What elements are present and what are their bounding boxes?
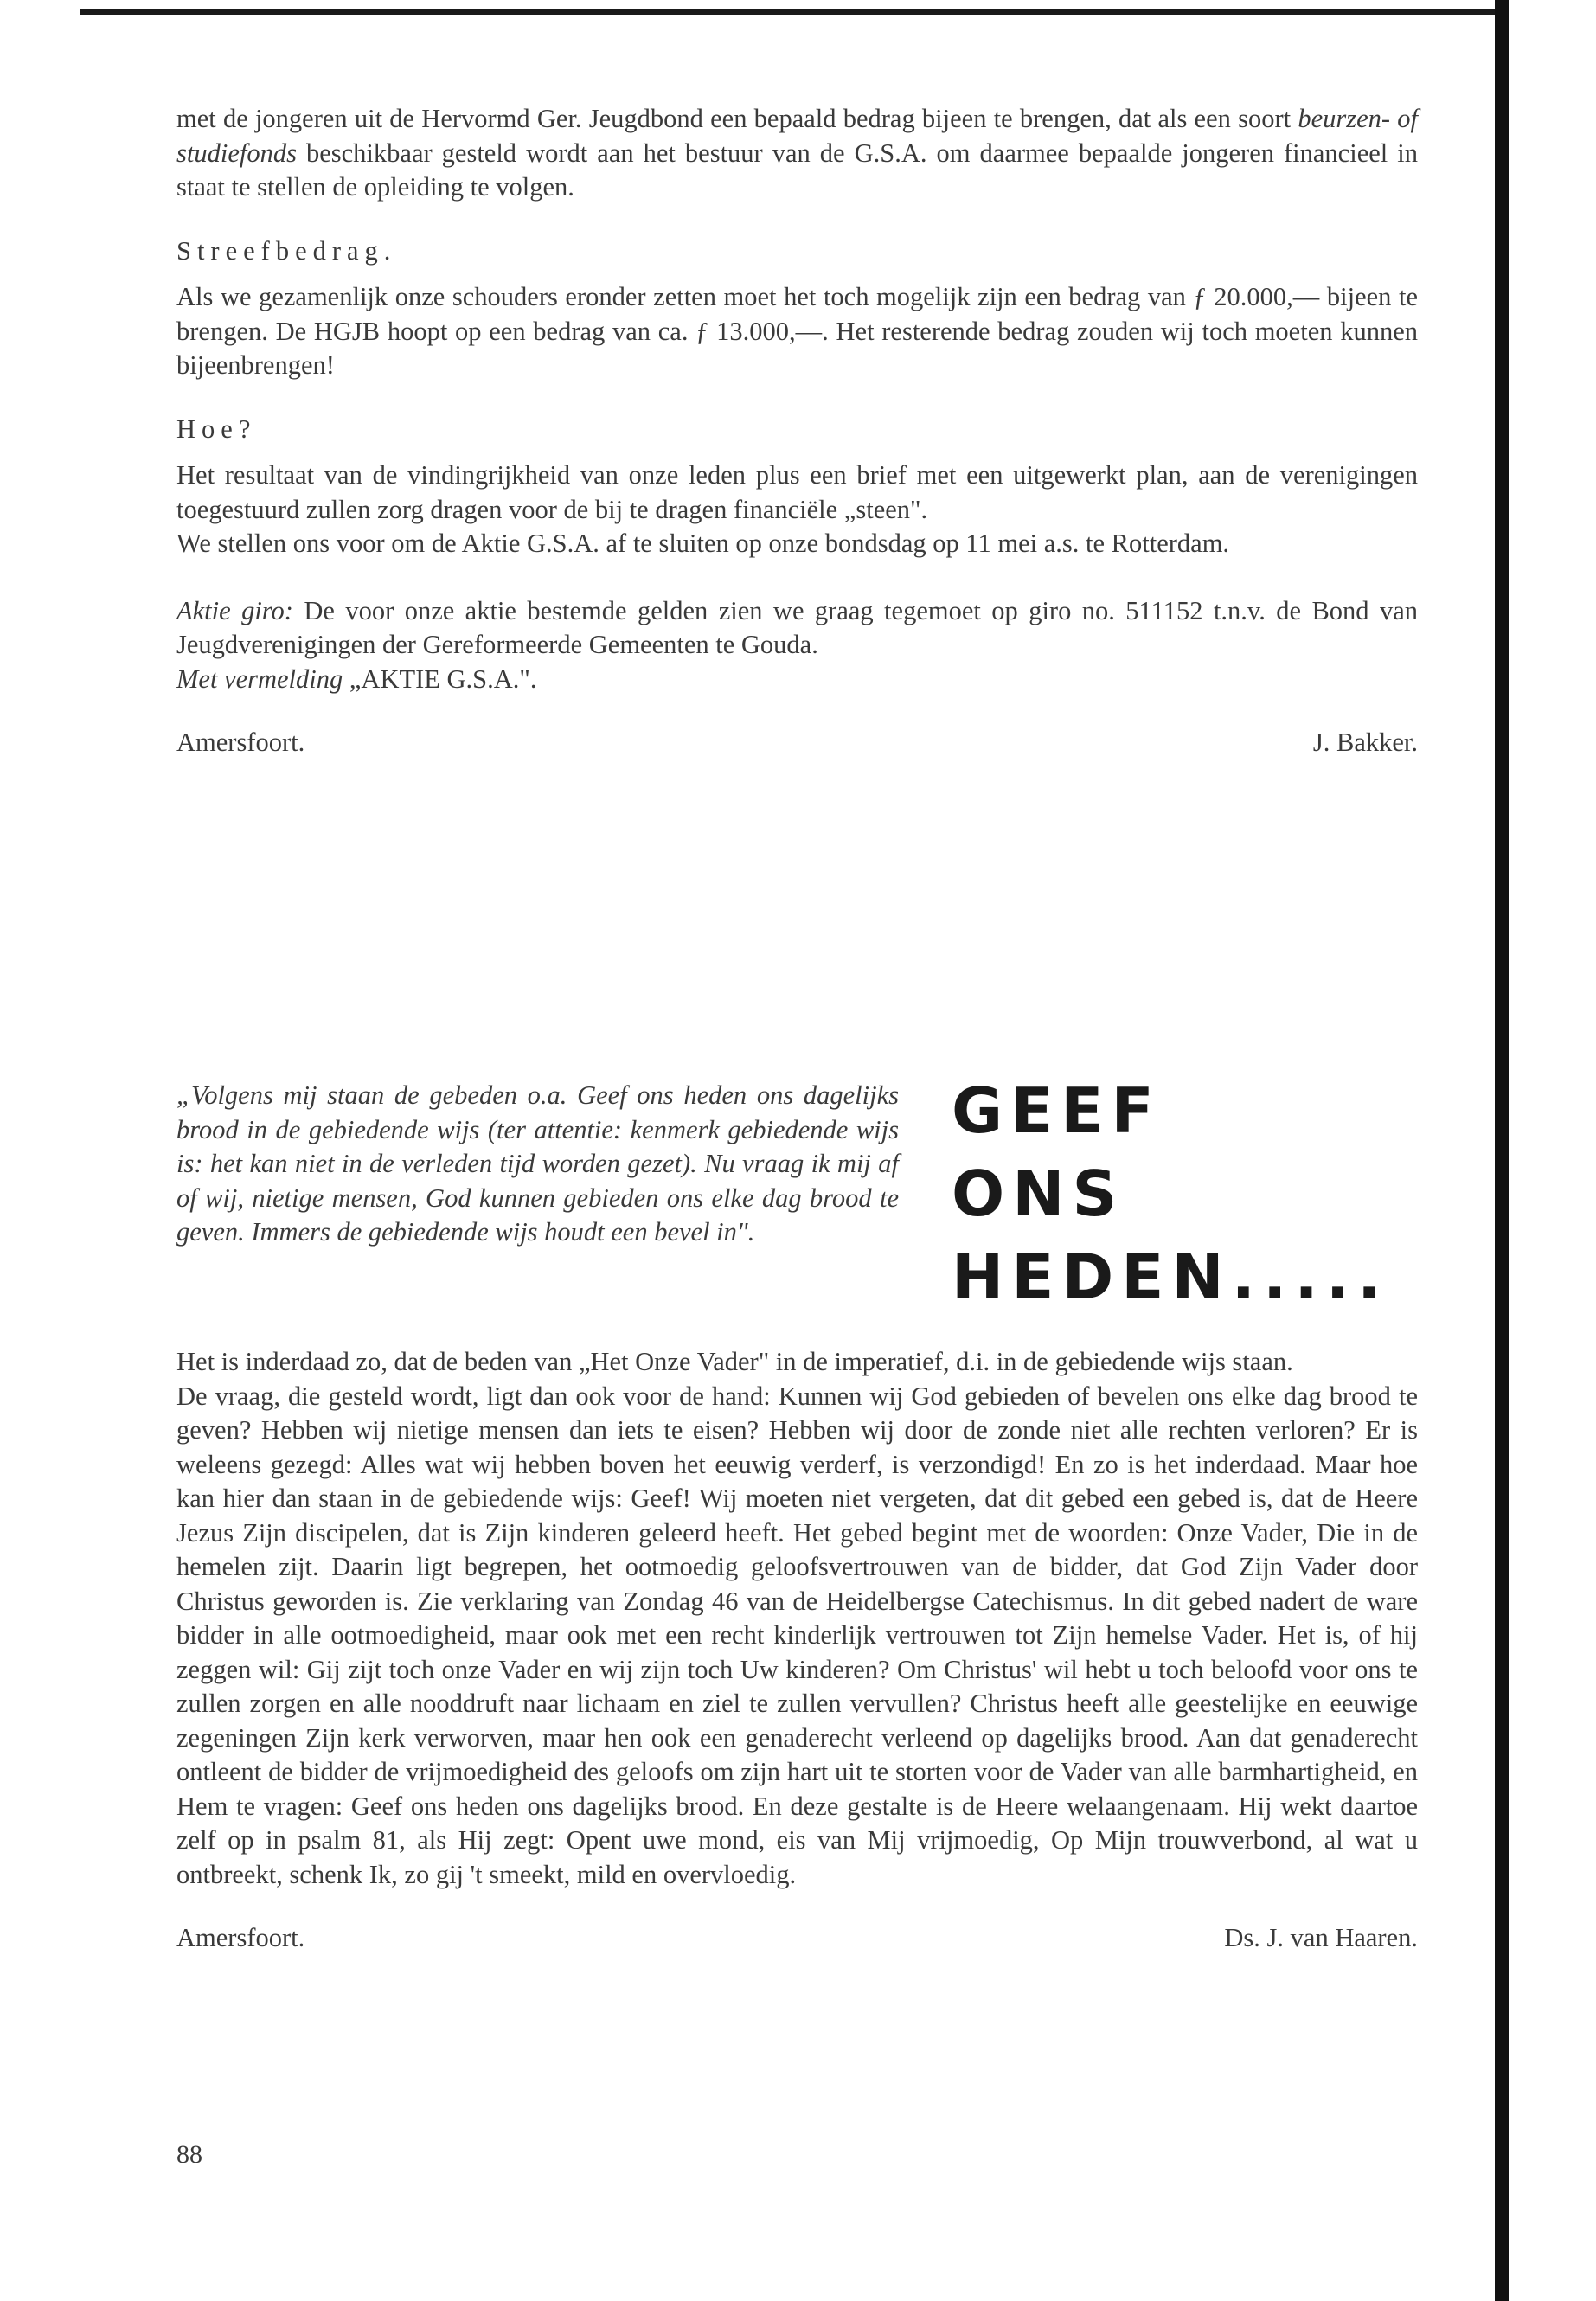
signature-place: Amersfoort. [176,1923,305,1952]
streefbedrag-paragraph: Als we gezamenlijk onze schouders eronder zetten moet het toch mogelijk zijn een bedrag van ƒ 20.000,— bijeen te brengen. De HGJB hoopt op een bedrag van ca. ƒ 13.000,—. Het resterende bedrag zouden wij toch moeten kunnen bijeenbrengen! [176,282,1418,380]
heading-streefbedrag: Streefbedrag. [176,235,397,266]
section-onze-vader [176,1345,1418,1956]
intro-emphasis: beurzen- of studiefonds [176,104,1418,168]
hoe-paragraph-2: We stellen ons voor om de Aktie G.S.A. af te sluiten op onze bondsdag op 11 mei a.s. te Rotterdam. [176,529,1230,558]
intro-paragraph: met de jongeren uit de Hervormd Ger. Jeugdbond een bepaald bedrag bijeen te brengen, dat als een soort beurzen- of studiefonds beschikbaar gesteld wordt aan het bestuur van de G.S.A. om daarmee bepaalde jongeren financieel in staat te stellen de opleiding te volgen. [176,104,1418,202]
heading-hoe: Hoe? [176,413,257,444]
giro-label: Aktie giro: [176,595,293,625]
top-rule [80,9,1498,15]
headline-line-3: HEDEN..... [952,1240,1389,1313]
article-paragraph-1: Het is inderdaad zo, dat de beden van „Het Onze Vader" in de imperatief, d.i. in de gebiedende wijs staan. [176,1347,1293,1376]
article-paragraph-2: De vraag, die gesteld wordt, ligt dan ook voor de hand: Kunnen wij God gebieden of bevelen ons elke dag brood te geven? Hebben wij nietige mensen dan iets te eisen? Hebben wij door de zonde niet alle rechten verloren? Er is weleens gezegd: Alles wat wij hebben boven het eeuwig verderf, is verzondigd! En zo is het inderdaad. Maar hoe kan hier dan staan in de gebiedende wijs: Geef! Wij moeten niet vergeten, dat dit gebed een gebed is, dat de Heere Jezus Zijn discipelen, dat is Zijn kinderen geleerd heeft. Het gebed begint met de woorden: Onze Vader, Die in de hemelen zijt. Daarin ligt begrepen, het ootmoedig geloofsvertrouwen van de bidder, dat God Zijn Vader door Christus geworden is. Zie verklaring van Zondag 46 van de Heidelbergse Catechismus. In dit gebed nadert de ware bidder in alle ootmoedigheid, maar ook met een recht kinderlijk vertrouwen tot Zijn hemelse Vader. Het is, of hij zeggen wil: Gij zijt toch onze Vader en wij zijn toch Uw kinderen? Om Christus' wil hebt u toch beloofd voor ons te zullen zorgen en alle nooddruft naar lichaam en ziel te zullen vervullen? Christus heeft alle geestelijke en eeuwige zegeningen Zijn kerk verworven, maar hen ook een genaderecht verleend op dagelijks brood. Aan dat genaderecht ontleent de bidder de vrijmoedigheid des geloofs om zijn hart uit te storten voor de Vader van alle barmhartigheid, en Hem te vragen: Geef ons heden ons dagelijks brood. En deze gestalte is de Heere welaangenaam. Hij wekt daartoe zelf op in psalm 81, als Hij zegt: Opent uwe mond, eis van Mij vrijmoedig, Op Mijn trouwverbond, al wat u ontbreekt, schenk Ik, zo gij 't smeekt, mild en overvloedig. [176,1381,1418,1889]
signature-2 [176,1921,1418,1956]
headline-geef-ons-heden [952,1073,1436,1315]
page-number: 88 [176,2140,202,2169]
signature-author: J. Bakker. [1312,727,1418,757]
signature-1 [176,726,1418,760]
page-edge-bar [1495,0,1509,2301]
giro-paragraph: Aktie giro: De voor onze aktie bestemde gelden zien we graag tegemoet op giro no. 511152 t.n.v. de Bond van Jeugdverenigingen der Gereformeerde Gemeenten te Gouda. [176,595,1418,659]
headline-line-1: GEEF [952,1074,1162,1147]
signature-place: Amersfoort. [176,727,305,757]
hoe-paragraph: Het resultaat van de vindingrijkheid van onze leden plus een brief met een uitgewerkt plan, aan de verenigingen toegestuurd zullen zorg dragen voor de bij te dragen financiële „steen". [176,460,1418,524]
boxed-quote: „Volgens mij staan de gebeden o.a. Geef ons heden ons dagelijks brood in de gebiedende wijs (ter attentie: kenmerk gebiedende wijs is: het kan niet in de verleden tijd worden gezet). Nu vraag ik mij af of wij, nietige mensen, God kunnen gebieden ons elke dag brood te geven. Immers de gebiedende wijs houdt een bevel in". [176,1080,899,1247]
headline-line-2: ONS [952,1157,1125,1230]
signature-author: Ds. J. van Haaren. [1224,1923,1418,1952]
section-gsa-aktie [176,102,1418,760]
giro-mention: Met vermelding „AKTIE G.S.A.". [176,663,537,694]
